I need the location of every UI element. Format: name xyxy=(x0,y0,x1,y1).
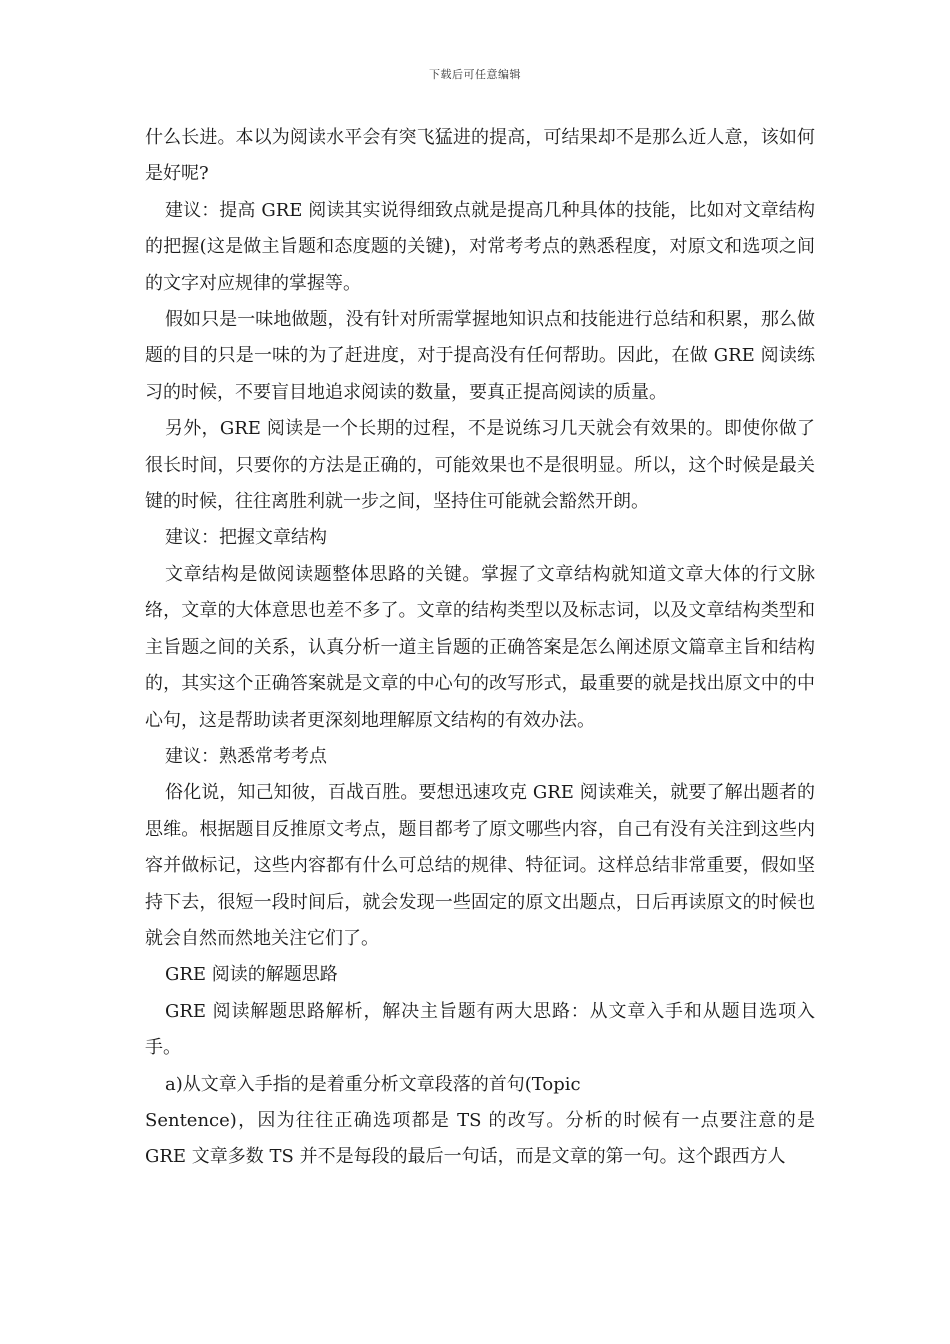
section-heading: GRE 阅读的解题思路 xyxy=(165,964,338,986)
document-body xyxy=(145,120,815,1176)
paragraph: GRE 阅读解题思路解析，解决主旨题有两大思路：从文章入手和从题目选项入手。 xyxy=(145,1000,815,1059)
paragraph: 建议：提高 GRE 阅读其实说得细致点就是提高几种具体的技能，比如对文章结构的把握(这是做主旨题和态度题的关键)，对常考考点的熟悉程度，对原文和选项之间的文字对应规律的掌握等。 xyxy=(145,199,815,294)
paragraph: Sentence)，因为往往正确选项都是 TS 的改写。分析的时候有一点要注意的是 GRE 文章多数 TS 并不是每段的最后一句话，而是文章的第一句。这个跟西方人 xyxy=(145,1109,815,1168)
paragraph: 另外，GRE 阅读是一个长期的过程，不是说练习几天就会有效果的。即使你做了很长时间，只要你的方法是正确的，可能效果也不是很明显。所以，这个时候是最关键的时候，往往离胜利就一步之间，坚持住可能就会豁然开朗。 xyxy=(145,418,815,513)
paragraph: 俗化说，知己知彼，百战百胜。要想迅速攻克 GRE 阅读难关，就要了解出题者的思维。根据题目反推原文考点，题目都考了原文哪些内容，自己有没有关注到这些内容并做标记，这些内容都有什么可总结的规律、特征词。这样总结非常重要，假如坚持下去，很短一段时间后，就会发现一些固定的原文出题点，日后再读原文的时候也就会自然而然地关注它们了。 xyxy=(145,782,815,949)
page-header: 下载后可任意编辑 xyxy=(429,68,521,81)
paragraph: 什么长进。本以为阅读水平会有突飞猛进的提高，可结果却不是那么近人意，该如何是好呢? xyxy=(145,127,815,185)
paragraph: a)从文章入手指的是着重分析文章段落的首句(Topic xyxy=(165,1073,581,1095)
section-heading: 建议：熟悉常考考点 xyxy=(165,745,327,767)
paragraph: 文章结构是做阅读题整体思路的关键。掌握了文章结构就知道文章大体的行文脉络，文章的大体意思也差不多了。文章的结构类型以及标志词，以及文章结构类型和主旨题之间的关系，认真分析一道主旨题的正确答案是怎么阐述原文篇章主旨和结构的，其实这个正确答案就是文章的中心句的改写形式，最重要的就是找出原文中的中心句，这是帮助读者更深刻地理解原文结构的有效办法。 xyxy=(145,563,815,731)
section-heading: 建议：把握文章结构 xyxy=(165,527,327,549)
paragraph: 假如只是一味地做题，没有针对所需掌握地知识点和技能进行总结和积累，那么做题的目的只是一味的为了赶进度，对于提高没有任何帮助。因此，在做 GRE 阅读练习的时候，不要盲目地追求阅读的数量，要真正提高阅读的质量。 xyxy=(145,309,815,403)
